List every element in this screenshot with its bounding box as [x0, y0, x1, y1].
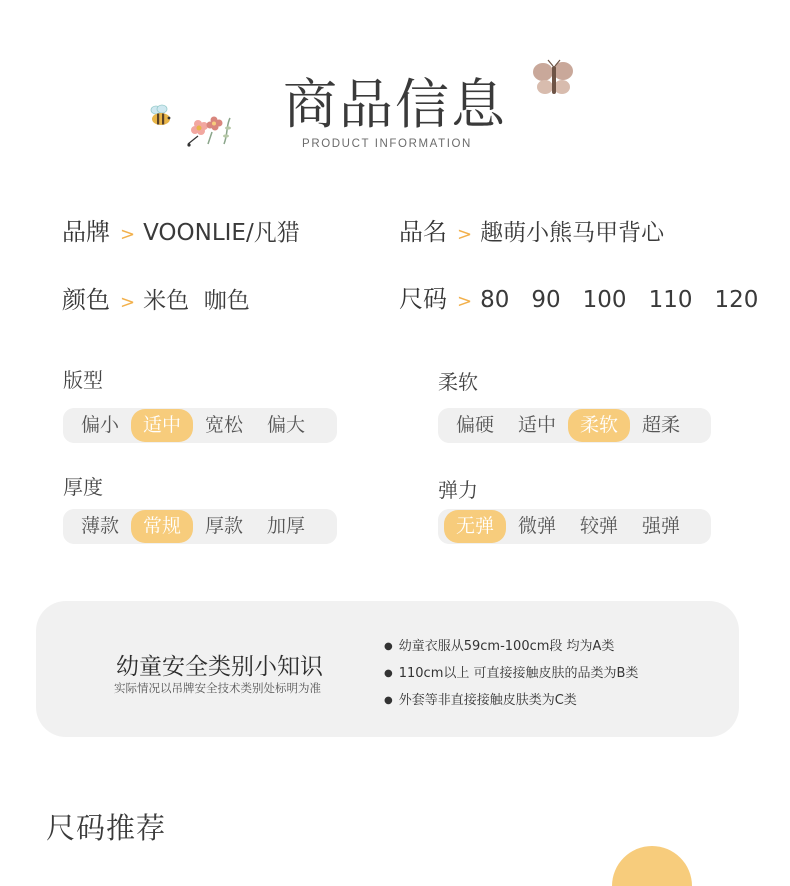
page-subtitle: PRODUCT INFORMATION: [302, 138, 472, 150]
chevron-right-icon: >: [120, 292, 136, 313]
fit-option: 偏小: [81, 414, 120, 436]
size-row: [399, 279, 758, 314]
softness-option: 偏硬: [456, 414, 495, 436]
fit-selector: [63, 408, 337, 443]
color-value: 米色 咖色: [143, 288, 250, 314]
thickness-title: 厚度: [63, 475, 103, 499]
safety-bullet: ● 110cm以上 可直接接触皮肤的品类为B类: [384, 661, 638, 688]
product-name-value: 趣萌小熊马甲背心: [480, 220, 665, 246]
size-option: 120: [714, 287, 759, 313]
brand-label: 品牌: [62, 218, 110, 246]
chevron-right-icon: >: [457, 224, 473, 245]
softness-selector: [438, 408, 711, 443]
color-row: [62, 280, 250, 315]
thickness-selector: [63, 509, 337, 544]
safety-bullet-list: [384, 634, 638, 715]
brand-value: VOONLIE/凡猎: [143, 220, 300, 246]
fit-title: 版型: [63, 368, 103, 392]
fit-option: 偏大: [267, 414, 306, 436]
brand-row: [62, 212, 300, 247]
thickness-option: 加厚: [267, 515, 306, 537]
chevron-right-icon: >: [120, 224, 136, 245]
chevron-right-icon: >: [457, 291, 473, 312]
thickness-option: 薄款: [81, 515, 120, 537]
size-option: 90: [531, 287, 561, 313]
safety-card-title: 幼童安全类别小知识: [116, 654, 323, 680]
softness-option-selected: 柔软: [568, 409, 630, 442]
elasticity-option: 微弹: [518, 515, 557, 537]
elasticity-title: 弹力: [438, 478, 478, 502]
size-recommendation-title: 尺码推荐: [46, 811, 167, 845]
size-label: 尺码: [399, 285, 447, 313]
page-title: 商品信息: [283, 73, 507, 136]
product-name-row: [399, 212, 664, 247]
size-option: 80: [480, 287, 510, 313]
elasticity-selector: [438, 509, 711, 544]
thickness-option-selected: 常规: [131, 510, 193, 543]
softness-title: 柔软: [438, 370, 478, 394]
elasticity-option: 较弹: [580, 515, 619, 537]
safety-bullet: ● 幼童衣服从59cm-100cm段 均为A类: [384, 634, 638, 661]
decorative-circle: [612, 846, 692, 886]
elasticity-option: 强弹: [642, 515, 681, 537]
safety-bullet: ● 外套等非直接接触皮肤类为C类: [384, 688, 638, 715]
size-option: 100: [582, 287, 627, 313]
thickness-option: 厚款: [205, 515, 244, 537]
color-label: 颜色: [62, 286, 110, 314]
product-name-label: 品名: [399, 218, 447, 246]
elasticity-option-selected: 无弹: [444, 510, 506, 543]
safety-card-subtitle: 实际情况以吊牌安全技术类别处标明为准: [114, 681, 321, 695]
fit-option: 宽松: [205, 414, 244, 436]
fit-option-selected: 适中: [131, 409, 193, 442]
softness-option: 超柔: [642, 414, 681, 436]
size-option: 110: [648, 287, 693, 313]
softness-option: 适中: [518, 414, 557, 436]
